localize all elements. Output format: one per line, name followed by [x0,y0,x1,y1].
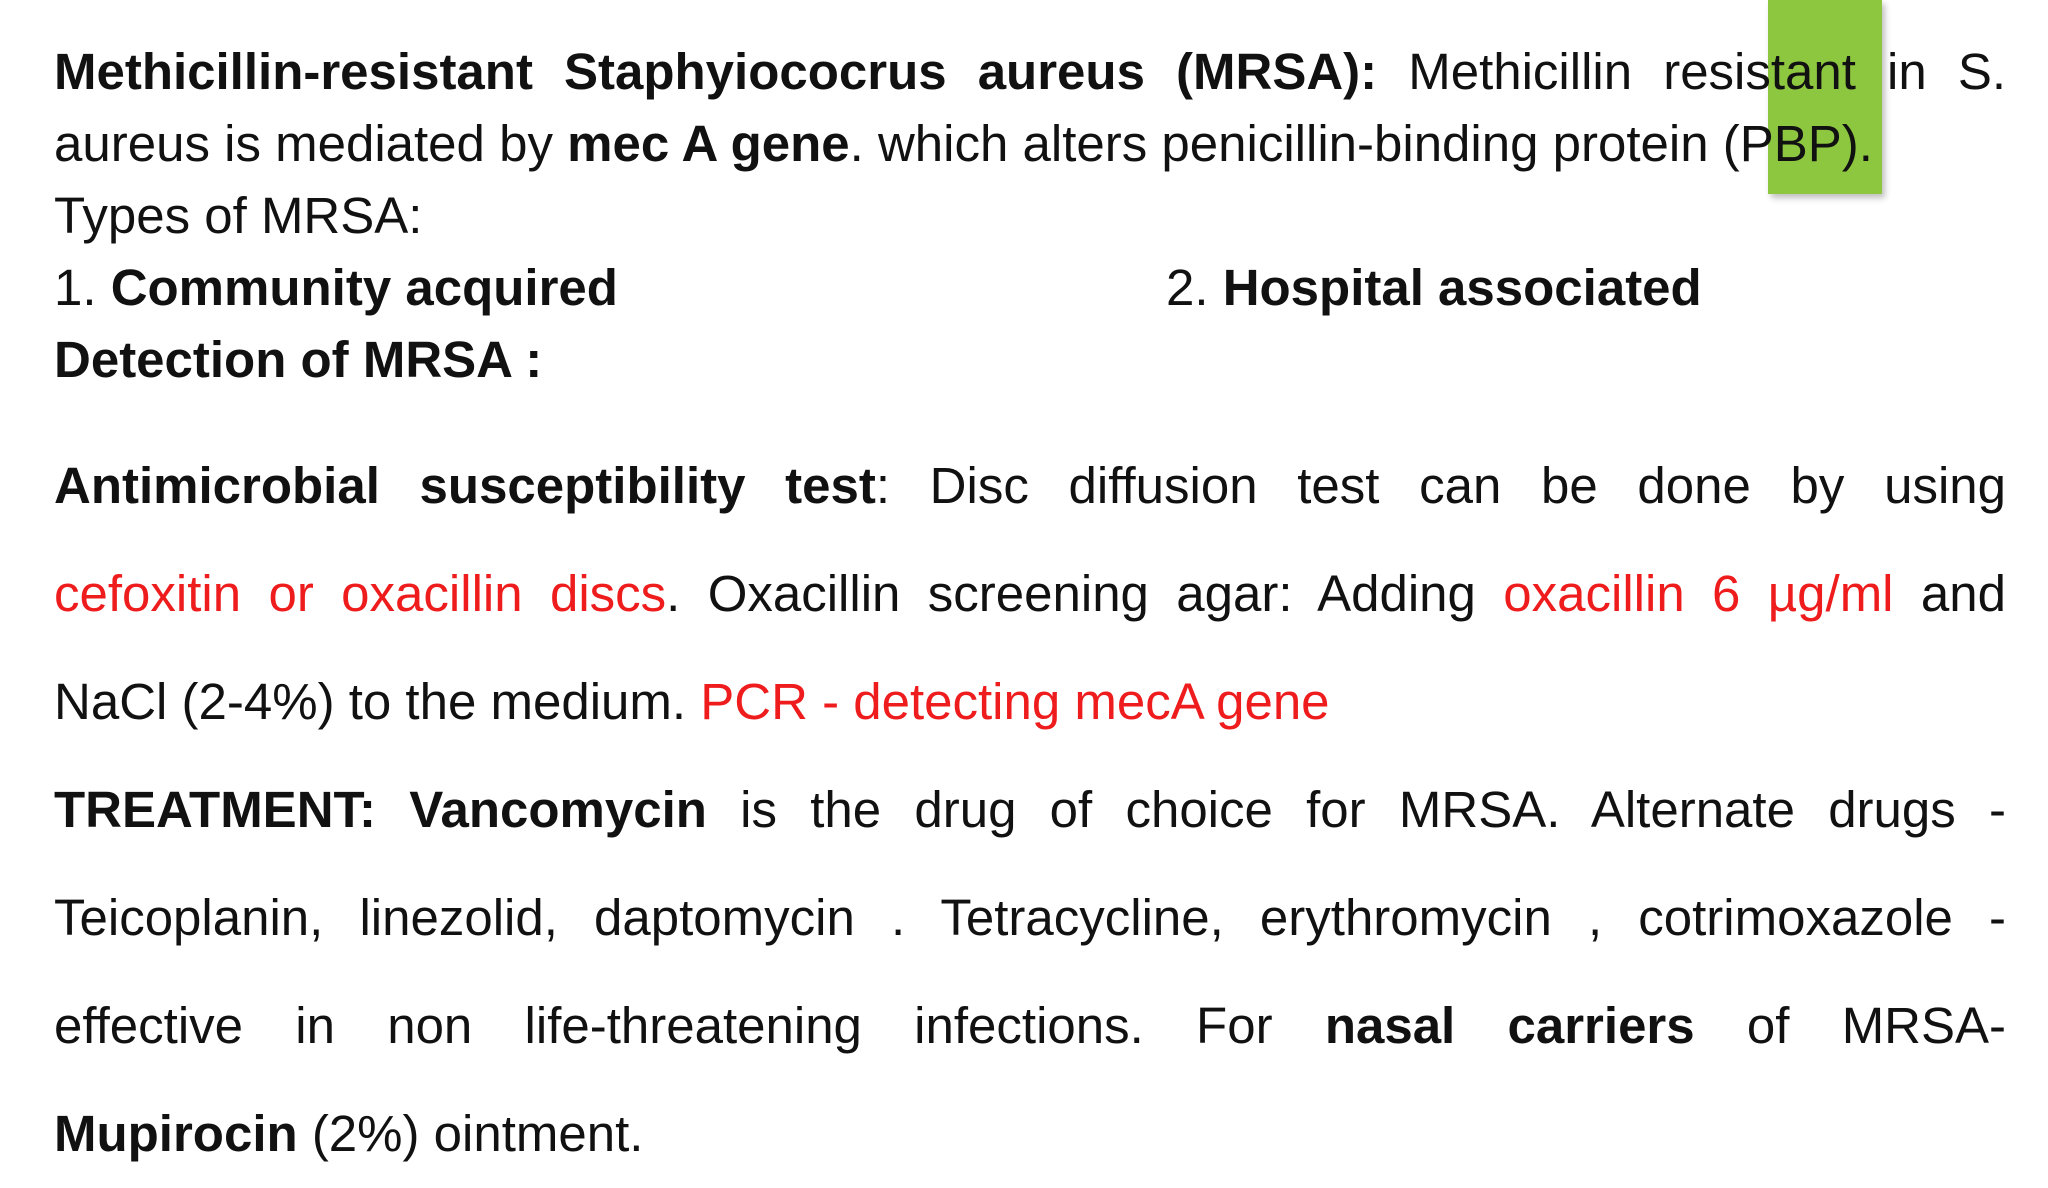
types-heading: Types of MRSA: [54,187,423,244]
nasal-carriers: nasal carriers [1324,997,1695,1054]
ast-label: Antimicrobial susceptibility test [54,457,876,514]
treatment-line-3 [54,972,2006,1080]
type-item-1 [54,259,618,316]
intro-text-3: . which alters penicillin-binding protein (PBP). [849,115,1873,172]
type-item-2-number: 2. [1166,259,1223,316]
intro-text-2: aureus is mediated by [54,115,568,172]
intro-line-2 [54,108,2006,180]
slide-content [54,36,2006,1188]
ast-text: : Disc diffusion test can be done by using [875,457,2006,514]
treatment-line-2: Teicoplanin, linezolid, daptomycin . Tetracycline, erythromycin , cotrimoxazole - [54,889,2006,946]
and-text: and [1893,565,2006,622]
treatment-text-3: effective in non life-threatening infections. For [54,997,1325,1054]
discs-text: cefoxitin or oxacillin discs [54,565,667,622]
type-item-1-label: Community acquired [110,259,618,316]
detection-heading: Detection of MRSA : [54,331,543,388]
nacl-text: NaCl (2-4%) to the medium. [54,673,701,730]
pcr-text: PCR - detecting mecA gene [700,673,1330,730]
agar-text: . Oxacillin screening agar: Adding [666,565,1504,622]
detection-line-1 [54,432,2006,540]
treatment-label: TREATMENT: [54,781,377,838]
detection-line-3 [54,648,2006,756]
type-item-2 [1166,252,1702,324]
treatment-line-4 [54,1080,2006,1188]
vancomycin: Vancomycin [376,781,707,838]
mupirocin: Mupirocin [54,1105,298,1162]
type-item-2-label: Hospital associated [1222,259,1702,316]
treatment-text-1: is the drug of choice for MRSA. Alternate drugs - [706,781,2006,838]
oxacillin-concentration: oxacillin 6 µg/ml [1503,565,1894,622]
treatment-line-1 [54,756,2006,864]
types-row [54,252,2006,324]
mec-gene: mec A gene [567,115,850,172]
intro-line-1 [54,36,2006,108]
type-item-1-number: 1. [54,259,111,316]
mrsa-title: Methicillin-resistant Staphyiococrus aureus (MRSA): [54,43,1378,100]
treatment-text-4: (2%) ointment. [297,1105,644,1162]
intro-text-1: Methicillin resistant in S. [1377,43,2007,100]
treatment-text-3-end: of MRSA- [1694,997,2007,1054]
detection-line-2 [54,540,2006,648]
